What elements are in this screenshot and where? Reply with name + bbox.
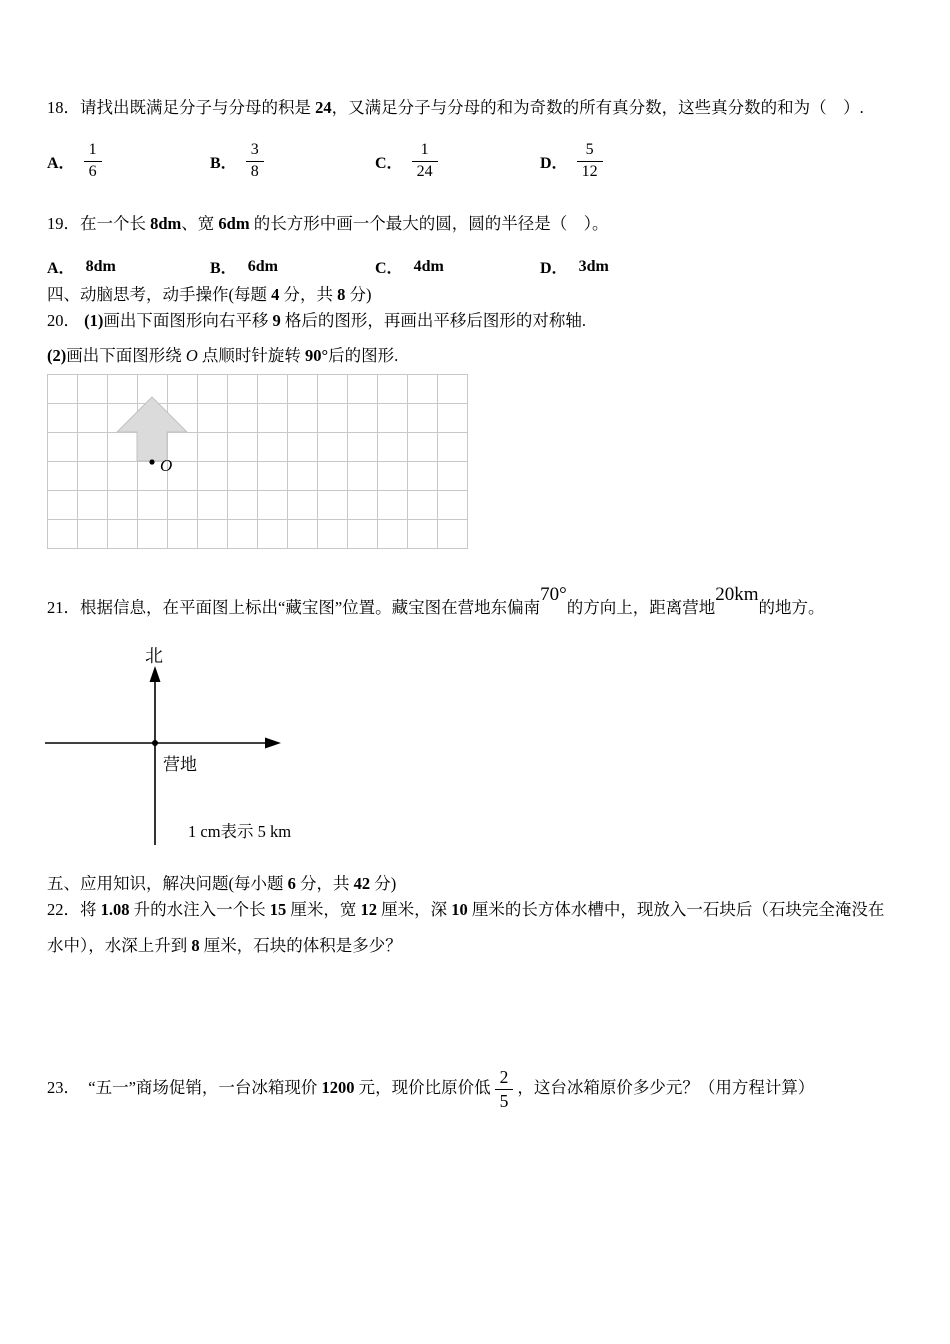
text-segment: 元，现价比原价低 [354,1078,491,1098]
text-segment: 后的图形. [328,346,399,365]
text-segment: 1.08 [100,900,130,919]
text-segment: ，这台冰箱原价多少元？（用方程计算） [517,1078,815,1098]
compass-axes [45,638,345,853]
text-segment: 18．请找出既满足分子与分母的积是 [47,98,316,117]
question-22-text-line2 [47,936,402,957]
option-label: C． [375,260,403,277]
north-arrowhead-icon [150,666,161,682]
fraction-denominator: 8 [250,162,259,180]
text-segment: 的长方形中画一个最大的圆，圆的半径是（ ）。 [249,214,609,233]
text-segment: 21．根据信息，在平面图上标出“藏宝图”位置。藏宝图在营地东偏南 [47,598,541,617]
text-segment: 格后的图形，再画出平移后图形的对称轴. [280,311,586,330]
map-diagram [45,638,345,858]
section-4-heading [47,285,372,306]
text-segment: 分，共 [279,285,338,304]
text-segment: 厘米，石块的体积是多少？ [199,936,402,955]
distance-value: 20km [715,584,759,605]
option-b [210,140,375,183]
text-segment: (1) [84,311,104,330]
text-segment: 6 [287,874,296,893]
option-value: 3dm [578,257,609,275]
text-segment: 升的水注入一个长 [129,900,270,919]
option-d [540,140,705,183]
fraction-numerator: 2 [495,1066,514,1090]
text-segment: 10 [451,900,468,919]
camp-point-dot [152,740,158,746]
option-value: 4dm [413,257,444,275]
text-segment: 分) [370,874,397,893]
fraction-denominator: 12 [581,162,598,180]
text-segment: ，又满足分子与分母的和为奇数的所有真分数，这些真分数的和为（ ）. [331,98,864,117]
fraction-denominator: 24 [416,162,433,180]
text-segment: 的方向上，距离营地 [566,598,716,617]
question-18-text [47,98,864,119]
fraction [495,1066,514,1113]
text-segment: 12 [360,900,377,919]
text-segment: 五、应用知识，解决问题(每小题 [47,874,288,893]
option-a [47,255,210,278]
text-segment: 42 [353,874,371,893]
rotation-center-label: O [160,456,173,475]
fraction [84,140,102,183]
option-value: 8dm [85,257,116,275]
text-segment: 24 [315,98,332,117]
text-segment: 、宽 [181,214,219,233]
option-label: B． [210,260,237,277]
text-segment: 8dm [150,214,182,233]
option-label: A． [47,154,75,172]
fraction-denominator: 6 [88,162,97,180]
option-c [375,140,540,183]
text-segment: 厘米，深 [377,900,452,919]
question-22-text-line1 [47,900,884,921]
camp-label: 营地 [163,755,197,774]
text-segment: 四、动脑思考，动手操作(每题 [47,285,272,304]
question-20-text-part2 [47,346,398,367]
text-segment: 水中），水深上升到 [47,936,192,955]
north-label: 北 [145,646,163,666]
text-segment: 4 [271,285,280,304]
text-segment: 的地方。 [758,598,825,617]
option-c [375,255,540,278]
text-segment: (2) [47,346,67,365]
up-arrow-shape [117,397,187,461]
option-b [210,255,375,278]
option-d [540,255,705,278]
text-segment: 分) [345,285,372,304]
text-segment: 厘米，宽 [286,900,361,919]
text-segment: 20． [47,311,85,330]
text-segment: 8 [337,285,346,304]
text-segment: 分，共 [295,874,354,893]
text-segment: 22．将 [47,900,101,919]
text-segment: 厘米的长方体水槽中，现放入一石块后（石块完全淹没在 [467,900,885,919]
text-segment: 15 [269,900,287,919]
fraction-numerator: 5 [577,140,603,162]
option-label: C． [375,154,403,172]
fraction-numerator: 3 [246,140,264,162]
text-segment: 1200 [321,1078,355,1098]
fraction-numerator: 1 [84,140,102,162]
fraction [577,140,603,183]
option-label: D． [540,260,568,277]
question-21-text [47,584,825,620]
question-23-text [47,1066,814,1113]
grid-drawing-area [47,374,468,549]
text-segment: O [185,346,198,365]
arrow-figure [47,374,467,548]
rotation-center-dot [149,459,154,464]
fraction [412,140,438,183]
text-segment: 8 [191,936,200,955]
text-segment: 9 [272,311,281,330]
section-5-heading [47,874,396,895]
option-label: A． [47,260,75,277]
question-19-options [47,255,705,278]
question-20-text-part1 [47,311,586,332]
text-segment: 点顺时针旋转 [197,346,306,365]
text-segment: 画出下面图形绕 [66,346,186,365]
option-label: D． [540,154,568,172]
option-label: B． [210,154,237,172]
fraction [246,140,264,183]
text-segment: 90° [305,346,329,365]
fraction-denominator: 5 [499,1090,509,1111]
option-value: 6dm [247,257,278,275]
fraction-numerator: 1 [412,140,438,162]
question-18-options [47,140,705,183]
angle-value: 70° [540,584,567,605]
text-segment: 6dm [218,214,250,233]
option-a [47,140,210,183]
east-arrowhead-icon [265,738,281,749]
text-segment: 23． “五一”商场促销，一台冰箱现价 [47,1078,322,1098]
scale-label: 1 cm表示 5 km [188,822,292,841]
question-19-text [47,214,608,235]
text-segment: 19．在一个长 [47,214,151,233]
text-segment: 画出下面图形向右平移 [103,311,273,330]
